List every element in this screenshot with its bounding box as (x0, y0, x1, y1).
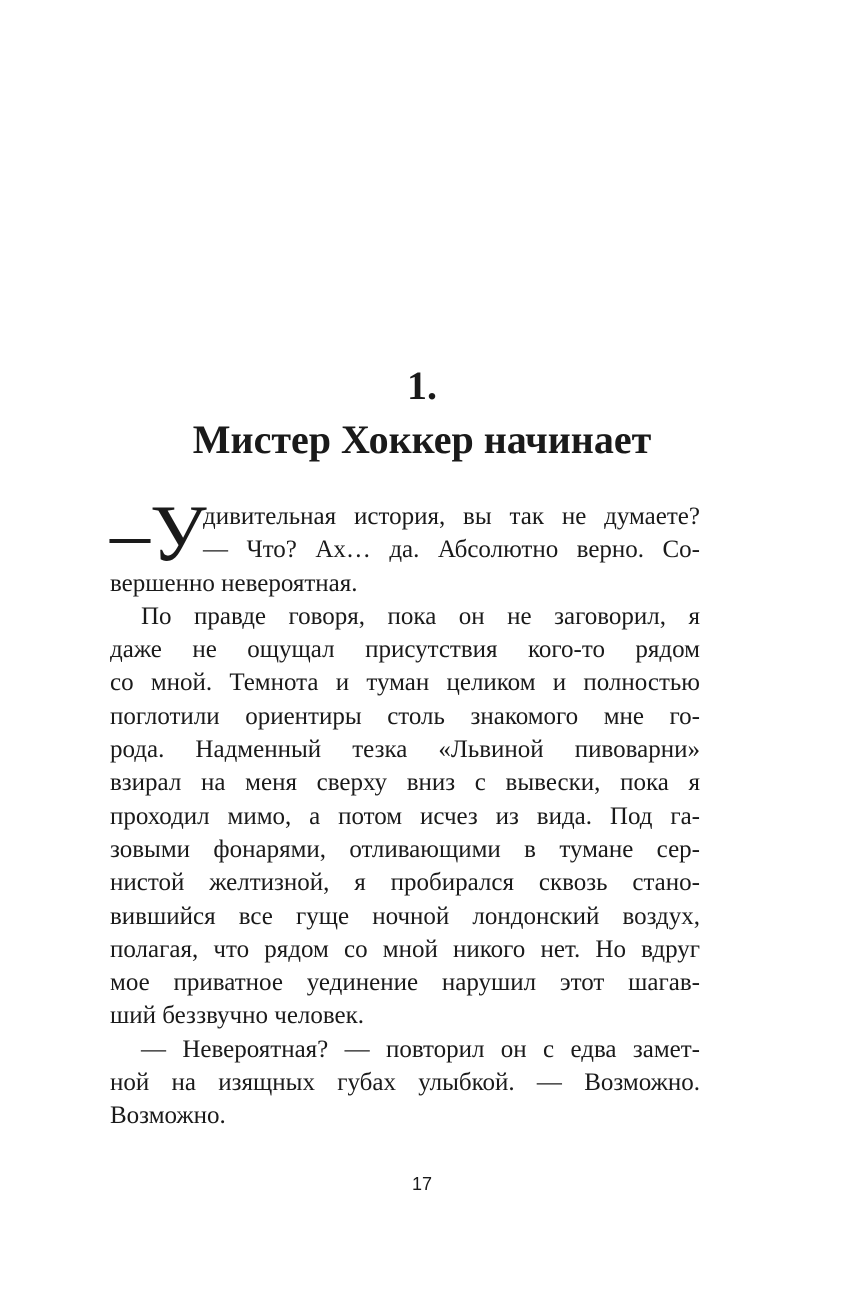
text-line: По правде говоря, пока он не заговорил, я (141, 602, 700, 630)
paragraph-1 (110, 490, 700, 600)
text-line: проходил мимо, а потом исчез из вида. Под га- (110, 802, 700, 830)
text-line: ший беззвучно человек. (110, 1002, 365, 1030)
paragraph-2 (110, 600, 700, 1033)
text-line: ной на изящных губах улыбкой. — Возможно. (110, 1069, 700, 1097)
text-line: — Невероятная? — повторил он с едва замет- (141, 1035, 700, 1063)
text-line: зовыми фонарями, отливающими в тумане сер- (110, 835, 700, 863)
dropcap-lines (203, 500, 700, 567)
page-number: 17 (411, 1174, 433, 1194)
chapter-title: Мистер Хоккер начинает (192, 417, 652, 462)
text-line: даже не ощущал присутствия кого-то рядом (110, 636, 700, 664)
chapter-number: 1. (407, 363, 437, 408)
text-line: мое приватное уединение нарушил этот шагав- (110, 969, 700, 997)
text-line: рода. Надменный тезка «Львиной пивоварни» (110, 736, 700, 764)
text-line: Возможно. (110, 1102, 226, 1130)
text-line: поглотили ориентиры столь знакомого мне го- (110, 702, 700, 730)
text-line: нистой желтизной, я пробирался сквозь стано- (110, 869, 700, 897)
text-line: — Что? Ах… да. Абсолютно верно. Со- (203, 536, 700, 564)
text-line: вершенно невероятная. (110, 569, 358, 597)
text-line: вившийся все гуще ночной лондонский воздух, (110, 902, 700, 930)
drop-cap: –У (110, 490, 207, 578)
dropcap-block (110, 490, 700, 578)
body-text (110, 490, 700, 1133)
text-line: взирал на меня сверху вниз с вывески, пока я (110, 769, 700, 797)
text-line: полагая, что рядом со мной никого нет. Но вдруг (110, 935, 700, 963)
text-line: со мной. Темнота и туман целиком и полностью (110, 669, 700, 697)
text-line: дивительная история, вы так не думаете? (203, 503, 700, 530)
paragraph-3 (110, 1033, 700, 1133)
